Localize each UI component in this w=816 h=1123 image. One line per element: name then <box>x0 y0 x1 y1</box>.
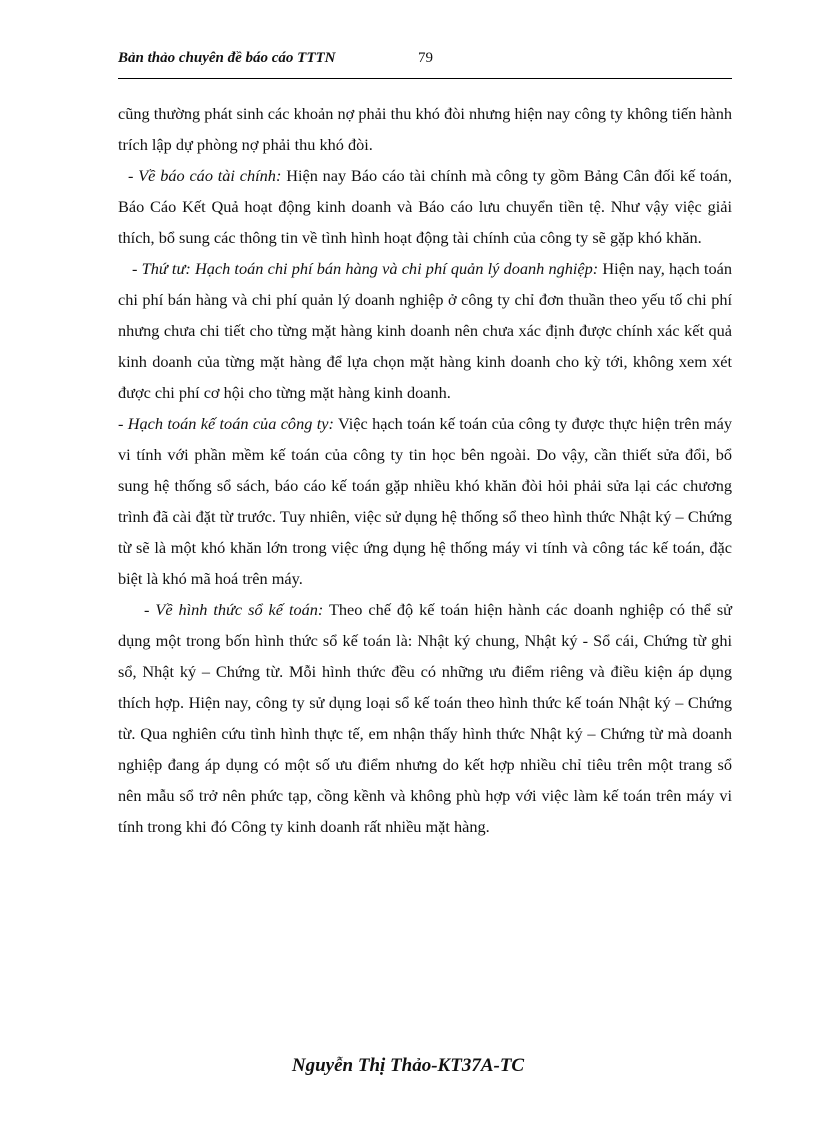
paragraph-text: Theo chế độ kế toán hiện hành các doanh nghiệp có thể sử dụng một trong bốn hình thức sổ kế toán là: Nhật ký chung, Nhật ký - Sổ cái, Chứng từ ghi sổ, Nhật ký – Chứng từ. Mỗi hình thức đều có những ưu điểm riêng và điều kiện áp dụng thích hợp. Hiện nay, công ty sử dụng loại sổ kế toán theo hình thức kế toán Nhật ký – Chứng từ. Qua nghiên cứu tình hình thực tế, em nhận thấy hình thức Nhật ký – Chứng từ mà doanh nghiệp đang áp dụng có một số ưu điểm nhưng do kết hợp nhiều chỉ tiêu trên một trang sổ nên mẫu sổ trở nên phức tạp, cồng kềnh và không phù hợp với việc làm kế toán trên máy vi tính trong khi đó Công ty kinh doanh rất nhiều mặt hàng. <box>118 600 732 836</box>
paragraph-ledger-form <box>118 594 732 842</box>
paragraph-accounting-software <box>118 408 732 594</box>
paragraph-heading: - Về hình thức sổ kế toán: <box>144 600 324 619</box>
paragraph-selling-cost <box>118 253 732 408</box>
paragraph-text: Việc hạch toán kế toán của công ty được thực hiện trên máy vi tính với phần mềm kế toán của công ty tin học bên ngoài. Do vậy, cần thiết sửa đổi, bổ sung hệ thống sổ sách, báo cáo kế toán gặp nhiều khó khăn đòi hỏi phải sửa lại các chương trình đã cài đặt từ trước. Tuy nhiên, việc sử dụng hệ thống sổ theo hình thức Nhật ký – Chứng từ sẽ là một khó khăn lớn trong việc ứng dụng hệ thống máy vi tính và công tác kế toán, đặc biệt là khó mã hoá trên máy. <box>118 414 732 588</box>
header-divider <box>118 78 732 79</box>
page-header <box>118 50 732 74</box>
paragraph-text: Hiện nay, hạch toán chi phí bán hàng và chi phí quản lý doanh nghiệp ở công ty chỉ đơn thuần theo yếu tố chi phí nhưng chưa chi tiết cho từng mặt hàng kinh doanh nên chưa xác định được chính xác kết quả kinh doanh của từng mặt hàng để lựa chọn mặt hàng kinh doanh cho kỳ tới, không xem xét được chi phí cơ hội cho từng mặt hàng kinh doanh. <box>118 259 732 402</box>
page-number: 79 <box>418 50 433 66</box>
paragraph-heading: - Về báo cáo tài chính: <box>128 166 282 185</box>
paragraph-financial-report <box>118 160 732 253</box>
document-body <box>118 98 732 842</box>
paragraph-heading: - Thứ tư: Hạch toán chi phí bán hàng và chi phí quản lý doanh nghiệp: <box>132 259 599 278</box>
paragraph-heading: - Hạch toán kế toán của công ty: <box>118 414 334 433</box>
paragraph-continuation <box>118 98 732 160</box>
document-title: Bản thảo chuyên đề báo cáo TTTN <box>118 50 336 66</box>
paragraph-text: Hiện nay Báo cáo tài chính mà công ty gồm Bảng Cân đối kế toán, Báo Cáo Kết Quả hoạt động kinh doanh và Báo cáo lưu chuyển tiền tệ. Như vậy việc giải thích, bổ sung các thông tin về tình hình hoạt động tài chính của công ty sẽ gặp khó khăn. <box>118 166 732 247</box>
paragraph-text: cũng thường phát sinh các khoản nợ phải thu khó đòi nhưng hiện nay công ty không tiến hành trích lập dự phòng nợ phải thu khó đòi. <box>118 104 732 154</box>
page-footer-author: Nguyễn Thị Thảo-KT37A-TC <box>291 1055 525 1076</box>
